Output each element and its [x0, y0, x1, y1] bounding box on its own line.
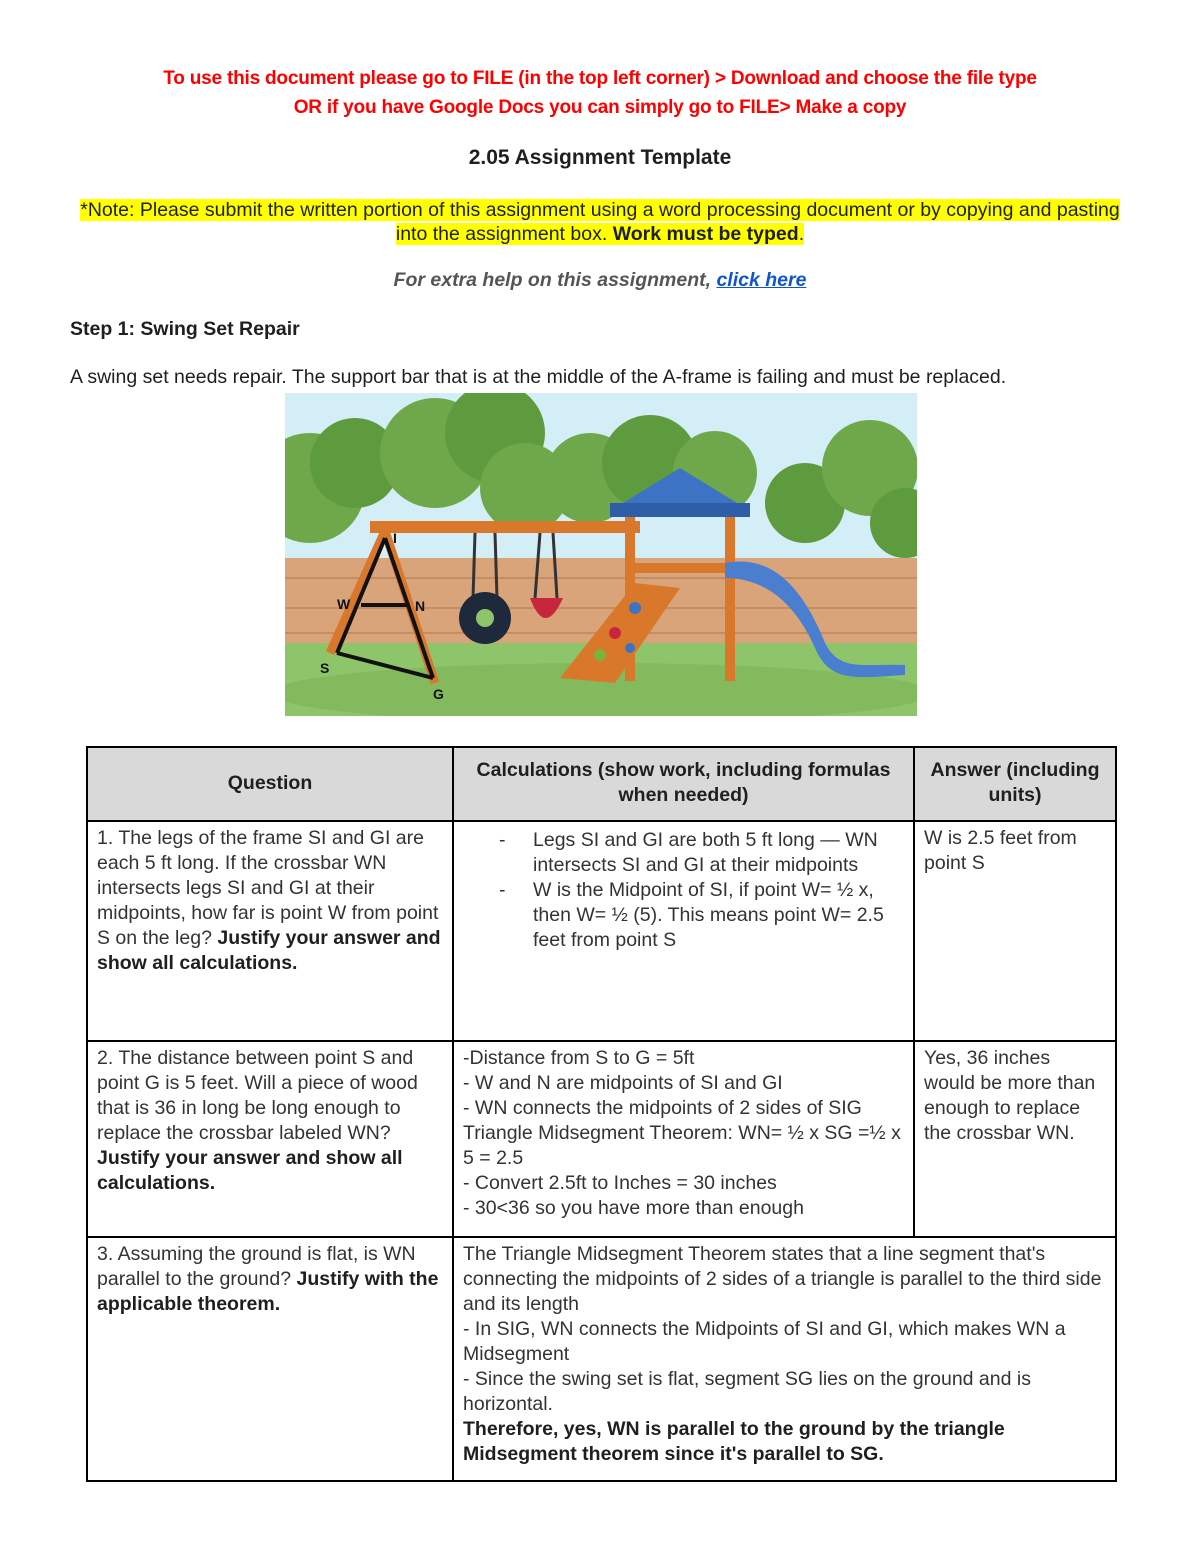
answer-cell: Yes, 36 inches would be more than enough to replace the crossbar WN. [914, 1041, 1116, 1237]
calc-line: - Since the swing set is flat, segment SG lies on the ground and is horizontal. [463, 1368, 1031, 1415]
calc-cell [453, 1237, 1116, 1481]
label-w: W [337, 596, 351, 612]
calc-cell [453, 821, 914, 1041]
label-g: G [433, 686, 444, 702]
note-text: *Note: Please submit the written portion of this assignment using a word processing document or by copying and pasting into the assignment box. [80, 199, 1120, 245]
header-answer: Answer (including units) [914, 747, 1116, 821]
click-here-link[interactable]: click here [716, 269, 807, 291]
calc-line: - 30<36 so you have more than enough [463, 1197, 804, 1219]
calc-line: - WN connects the midpoints of 2 sides of SIG Triangle Midsegment Theorem: WN= ½ x SG =½ x 5 = 2.5 [463, 1097, 901, 1169]
calc-conclusion: Therefore, yes, WN is parallel to the ground by the triangle Midsegment theorem since it's parallel to SG. [463, 1418, 1005, 1465]
calc-line: - W and N are midpoints of SI and GI [463, 1072, 783, 1094]
note-end: . [798, 223, 805, 245]
question-justify: Justify your answer and show all calculations. [97, 927, 441, 974]
header-question: Question [87, 747, 453, 821]
label-n: N [415, 598, 426, 614]
note-banner [70, 198, 1130, 246]
assignment-table [86, 746, 1117, 1482]
question-cell [87, 821, 453, 1041]
table-row [87, 1237, 1116, 1481]
question-justify: Justify with the applicable theorem. [97, 1268, 439, 1315]
page-title: 2.05 Assignment Template [468, 146, 732, 169]
calc-line: - In SIG, WN connects the Midpoints of SI and GI, which makes WN a Midsegment [463, 1318, 1066, 1365]
question-text: 3. Assuming the ground is flat, is WN parallel to the ground? [97, 1243, 416, 1290]
calc-item: - W is the Midpoint of SI, if point W= ½ x, then W= ½ (5). This means point W= 2.5 feet from point S [533, 878, 904, 953]
question-cell [87, 1041, 453, 1237]
note-emphasis: Work must be typed [612, 223, 799, 245]
answer-cell: W is 2.5 feet from point S [914, 821, 1116, 1041]
calc-item: - Legs SI and GI are both 5 ft long — WN intersects SI and GI at their midpoints [533, 828, 904, 878]
calc-line: The Triangle Midsegment Theorem states that a line segment that's connecting the midpoints of 2 sides of a triangle is parallel to the third side and its length [463, 1243, 1102, 1315]
calc-cell [453, 1041, 914, 1237]
help-prefix: For extra help on this assignment, [393, 269, 712, 291]
label-i: I [393, 530, 397, 546]
step-1-heading: Step 1: Swing Set Repair [70, 318, 300, 340]
table-row [87, 1041, 1116, 1237]
calc-line: - Convert 2.5ft to Inches = 30 inches [463, 1172, 777, 1194]
header-calculations: Calculations (show work, including formulas when needed) [453, 747, 914, 821]
table-row [87, 821, 1116, 1041]
question-text: 2. The distance between point S and point G is 5 feet. Will a piece of wood that is 36 in long be long enough to replace the crossbar labeled WN? [97, 1047, 418, 1144]
question-cell [87, 1237, 453, 1481]
instruction-line-1: To use this document please go to FILE (in the top left corner) > Download and choose the file type [163, 68, 1037, 89]
swing-top-bar [370, 521, 640, 533]
question-text: 1. The legs of the frame SI and GI are each 5 ft long. If the crossbar WN intersects legs SI and GI at their midpoints, how far is point W from point S on the leg? [97, 827, 439, 949]
table-header-row [87, 747, 1116, 821]
calc-line: -Distance from S to G = 5ft [463, 1047, 695, 1069]
swing-set-illustration [285, 393, 917, 716]
help-line [0, 269, 1200, 292]
label-s: S [320, 660, 330, 676]
question-justify: Justify your answer and show all calculations. [97, 1147, 403, 1194]
step-1-description: A swing set needs repair. The support bar that is at the middle of the A-frame is failing and must be replaced. [70, 366, 1007, 388]
instruction-line-2: OR if you have Google Docs you can simply go to FILE> Make a copy [293, 97, 907, 118]
